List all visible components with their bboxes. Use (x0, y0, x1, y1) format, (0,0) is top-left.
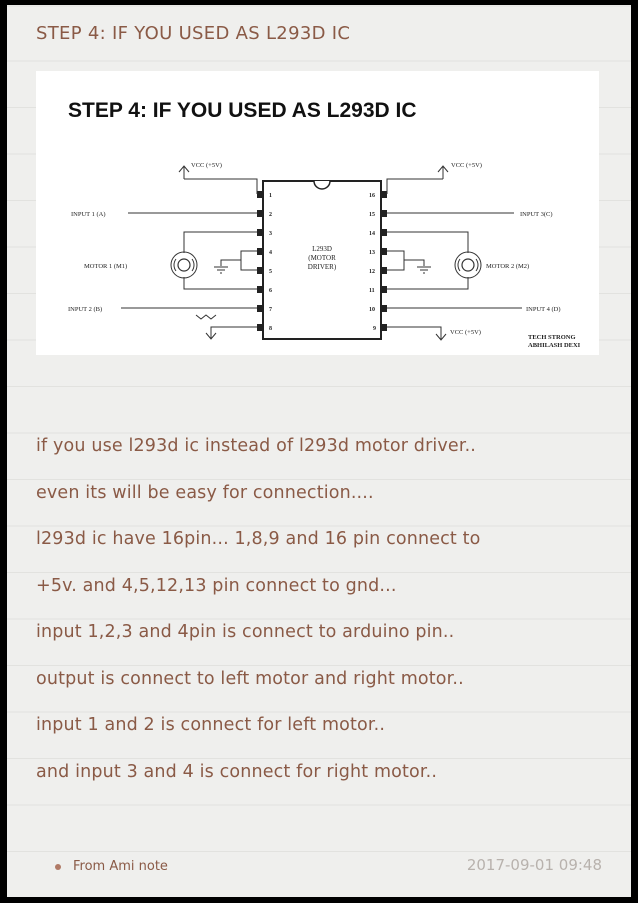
pin-number: 11 (369, 288, 375, 294)
credit-line2: ABHILASH DEXI (528, 342, 581, 349)
motor-1-symbol (171, 252, 197, 278)
bullet-dot-icon (55, 864, 61, 870)
pin-number: 3 (269, 231, 272, 237)
circuit-diagram-image (36, 71, 599, 355)
pin-number: 5 (269, 269, 272, 275)
pin-number: 2 (269, 212, 272, 218)
pin-number: 7 (269, 307, 272, 313)
motor-2-symbol (455, 252, 481, 278)
ic-label-line3: DRIVER) (307, 263, 337, 271)
pin-number: 4 (269, 250, 272, 256)
ic-label-line1: L293D (312, 245, 332, 253)
body-line: and input 3 and 4 is connect for right motor.. (36, 761, 438, 782)
input4-label: INPUT 4 (D) (526, 306, 561, 313)
note-body (36, 427, 616, 799)
pin-number: 1 (269, 193, 272, 199)
ic-label-line2: (MOTOR (308, 254, 336, 262)
body-line: input 1 and 2 is connect for left motor.. (36, 715, 386, 735)
body-line: input 1,2,3 and 4pin is connect to arduino pin.. (36, 622, 455, 642)
note-title: STEP 4: IF YOU USED AS L293D IC (36, 23, 351, 44)
note-page (7, 5, 631, 897)
note-source (55, 859, 168, 874)
motor1-label: MOTOR 1 (M1) (84, 263, 128, 270)
body-line: +5v. and 4,5,12,13 pin connect to gnd... (36, 575, 397, 596)
pin-number: 15 (369, 212, 375, 218)
note-timestamp: 2017-09-01 09:48 (466, 856, 602, 874)
pin-number: 8 (269, 326, 272, 332)
note-source-label: From Ami note (73, 859, 168, 874)
body-line: output is connect to left motor and right motor.. (36, 668, 464, 689)
pin-number: 12 (369, 269, 375, 275)
vcc-left-label: VCC (+5V) (191, 162, 222, 169)
input3-label: INPUT 3(C) (520, 211, 553, 218)
pin-number: 10 (369, 307, 375, 313)
diagram-heading: STEP 4: IF YOU USED AS L293D IC (68, 99, 417, 122)
vcc-bottom-label: VCC (+5V) (450, 329, 481, 336)
body-line: even its will be easy for connection.... (36, 482, 374, 503)
pin-number: 13 (369, 250, 375, 256)
pin-number: 14 (369, 231, 375, 237)
body-line: if you use l293d ic instead of l293d motor driver.. (36, 436, 477, 456)
pin-number: 6 (269, 288, 272, 294)
vcc-right-label: VCC (+5V) (451, 162, 482, 169)
input1-label: INPUT 1 (A) (71, 211, 106, 218)
motor2-label: MOTOR 2 (M2) (486, 263, 530, 270)
pin-number: 16 (369, 193, 375, 199)
credit-line1: TECH STRONG (528, 334, 576, 341)
pin-number: 9 (373, 326, 376, 332)
input2-label: INPUT 2 (B) (68, 306, 103, 313)
body-line: l293d ic have 16pin... 1,8,9 and 16 pin connect to (36, 529, 481, 549)
